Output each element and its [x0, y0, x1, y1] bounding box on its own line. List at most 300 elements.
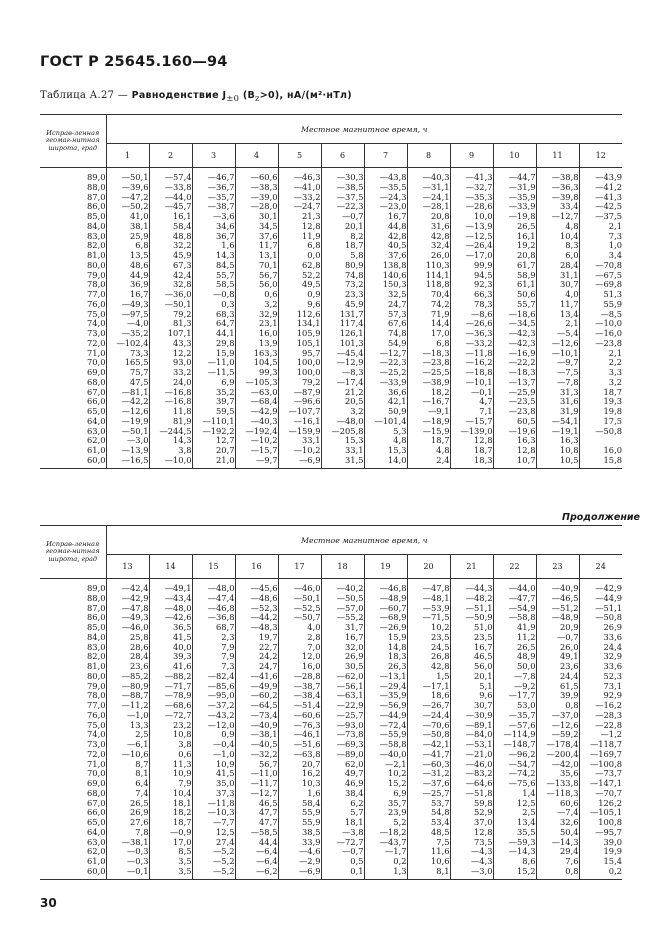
- latitude-cell: 62,0: [87, 847, 106, 857]
- value-cell: 18,6: [407, 691, 450, 701]
- value-cell: 104,5: [235, 358, 278, 368]
- value-cell: —32,7: [450, 183, 493, 193]
- value-cell: 36,9: [106, 280, 149, 290]
- latitude-cell: 86,0: [87, 613, 106, 623]
- value-cell: —82,4: [192, 672, 235, 682]
- value-cell: —12,7: [536, 212, 579, 222]
- value-cell: —25,5: [407, 368, 450, 378]
- value-cell: —11,0: [192, 358, 235, 368]
- value-cell: —71,7: [149, 682, 192, 692]
- value-cell: 3,5: [149, 867, 192, 877]
- value-cell: —60,2: [235, 691, 278, 701]
- hour-header: 17: [278, 555, 321, 579]
- value-cell: —40,2: [321, 579, 364, 594]
- latitude-cell: 60,0: [87, 455, 106, 465]
- value-cell: —53,9: [407, 604, 450, 614]
- value-cell: 46,5: [235, 799, 278, 809]
- value-cell: 49,5: [278, 280, 321, 290]
- value-cell: 45,9: [149, 251, 192, 261]
- value-cell: 6,8: [278, 241, 321, 251]
- value-cell: 28,4: [106, 652, 149, 662]
- table-row: [40, 808, 622, 818]
- latitude-cell: 85,0: [87, 212, 106, 221]
- value-cell: 20,8: [493, 251, 536, 261]
- value-cell: 59,5: [192, 407, 235, 417]
- value-cell: 6,4: [106, 779, 149, 789]
- value-cell: —38,5: [321, 183, 364, 193]
- table-row: [40, 867, 622, 877]
- value-cell: 10,9: [192, 760, 235, 770]
- hour-header: 21: [450, 555, 493, 579]
- value-cell: —56,1: [321, 682, 364, 692]
- value-cell: —3,6: [192, 212, 235, 222]
- value-cell: 6,9: [192, 378, 235, 388]
- value-cell: 92,9: [579, 691, 622, 701]
- value-cell: 16,3: [536, 436, 579, 446]
- value-cell: 20,7: [192, 446, 235, 456]
- value-cell: —10,1: [450, 378, 493, 388]
- value-cell: 7,3: [579, 232, 622, 242]
- value-cell: —12,6: [106, 407, 149, 417]
- table-row: [40, 339, 622, 349]
- value-cell: —78,9: [149, 691, 192, 701]
- value-cell: —13,9: [450, 222, 493, 232]
- value-cell: —47,2: [106, 193, 149, 203]
- value-cell: 47,5: [106, 378, 149, 388]
- value-cell: 7,9: [192, 643, 235, 653]
- value-cell: —24,3: [364, 193, 407, 203]
- value-cell: 6,8: [407, 339, 450, 349]
- hour-header: 6: [321, 144, 364, 168]
- value-cell: 50,9: [364, 407, 407, 417]
- value-cell: 26,0: [407, 251, 450, 261]
- value-cell: 28,4: [536, 261, 579, 271]
- value-cell: —70,7: [579, 789, 622, 799]
- value-cell: 30,7: [450, 701, 493, 711]
- value-cell: 8,1: [106, 769, 149, 779]
- value-cell: —36,3: [450, 329, 493, 339]
- value-cell: 37,6: [364, 251, 407, 261]
- latitude-cell: 68,0: [87, 788, 106, 798]
- latitude-cell: 82,0: [87, 241, 106, 251]
- table-row: [40, 613, 622, 623]
- value-cell: —0,9: [149, 828, 192, 838]
- table1-body: [40, 168, 622, 469]
- value-cell: —45,4: [321, 349, 364, 359]
- value-cell: 3,2: [579, 378, 622, 388]
- value-cell: 16,1: [493, 232, 536, 242]
- value-cell: 55,9: [278, 808, 321, 818]
- value-cell: —3,0: [450, 867, 493, 877]
- value-cell: —23,5: [493, 397, 536, 407]
- value-cell: 50,0: [493, 662, 536, 672]
- value-cell: —64,6: [450, 779, 493, 789]
- value-cell: 30,5: [321, 662, 364, 672]
- value-cell: —10,2: [235, 436, 278, 446]
- value-cell: 99,9: [450, 261, 493, 271]
- value-cell: 16,7: [364, 212, 407, 222]
- value-cell: —53,1: [450, 740, 493, 750]
- value-cell: 10,4: [149, 789, 192, 799]
- value-cell: —46,0: [450, 760, 493, 770]
- value-cell: 24,7: [364, 300, 407, 310]
- table-row: [40, 241, 622, 251]
- value-cell: 7,3: [192, 662, 235, 672]
- value-cell: 24,4: [536, 672, 579, 682]
- value-cell: 165,5: [106, 358, 149, 368]
- value-cell: 4,8: [536, 222, 579, 232]
- value-cell: 42,4: [149, 271, 192, 281]
- value-cell: —37,6: [407, 779, 450, 789]
- value-cell: 27,6: [106, 818, 149, 828]
- value-cell: 70,4: [407, 290, 450, 300]
- value-cell: —48,9: [536, 613, 579, 623]
- value-cell: —178,4: [536, 740, 579, 750]
- value-cell: —6,4: [235, 857, 278, 867]
- latitude-cell: 86,0: [87, 202, 106, 212]
- value-cell: 61,5: [536, 682, 579, 692]
- value-cell: —16,9: [493, 349, 536, 359]
- value-cell: —6,1: [106, 740, 149, 750]
- value-cell: —37,2: [192, 701, 235, 711]
- value-cell: 18,7: [321, 241, 364, 251]
- value-cell: 42,8: [407, 232, 450, 242]
- value-cell: —0,7: [321, 847, 364, 857]
- value-cell: —11,5: [192, 368, 235, 378]
- latitude-cell: 84,0: [87, 221, 106, 231]
- value-cell: 2,5: [493, 808, 536, 818]
- value-cell: —147,1: [579, 779, 622, 789]
- value-cell: 19,3: [579, 397, 622, 407]
- value-cell: 61,1: [493, 280, 536, 290]
- value-cell: 105,1: [278, 339, 321, 349]
- value-cell: —139,0: [450, 427, 493, 437]
- value-cell: 67,6: [364, 319, 407, 329]
- value-cell: —7,8: [536, 378, 579, 388]
- value-cell: —83,2: [450, 769, 493, 779]
- value-cell: 7,0: [278, 643, 321, 653]
- hour-header: 11: [536, 144, 579, 168]
- value-cell: 25,9: [106, 232, 149, 242]
- value-cell: —18,3: [493, 368, 536, 378]
- value-cell: 112,6: [278, 310, 321, 320]
- value-cell: —28,1: [407, 202, 450, 212]
- value-cell: 27,4: [192, 838, 235, 848]
- value-cell: 81,9: [149, 417, 192, 427]
- value-cell: —70,8: [579, 261, 622, 271]
- caption-tail: >0), нА/(м²·нТл): [259, 90, 352, 101]
- value-cell: —7,7: [192, 818, 235, 828]
- value-cell: —35,9: [364, 691, 407, 701]
- table-row: [40, 740, 622, 750]
- value-cell: —42,3: [493, 329, 536, 339]
- value-cell: 12,5: [192, 828, 235, 838]
- value-cell: —12,6: [536, 339, 579, 349]
- value-cell: —44,0: [149, 193, 192, 203]
- value-cell: —70,6: [407, 721, 450, 731]
- hour-header: 19: [364, 555, 407, 579]
- hour-header: 5: [278, 144, 321, 168]
- value-cell: 46,5: [450, 652, 493, 662]
- value-cell: 80,9: [321, 261, 364, 271]
- value-cell: 26,9: [579, 623, 622, 633]
- value-cell: 0,8: [536, 701, 579, 711]
- value-cell: 14,3: [192, 251, 235, 261]
- latitude-cell: 83,0: [87, 642, 106, 652]
- value-cell: —6,2: [235, 867, 278, 877]
- value-cell: —48,6: [235, 594, 278, 604]
- value-cell: —50,1: [106, 427, 149, 437]
- value-cell: —73,4: [235, 711, 278, 721]
- value-cell: 126,2: [579, 799, 622, 809]
- caption-sub: ±0: [226, 93, 240, 103]
- latitude-cell: 74,0: [87, 730, 106, 740]
- value-cell: —50,5: [321, 594, 364, 604]
- value-cell: 54,8: [407, 808, 450, 818]
- value-cell: —16,7: [407, 397, 450, 407]
- value-cell: 1,5: [407, 672, 450, 682]
- value-cell: —35,2: [106, 329, 149, 339]
- value-cell: —9,2: [493, 682, 536, 692]
- value-cell: 31,6: [407, 222, 450, 232]
- value-cell: —76,3: [278, 721, 321, 731]
- table-row: [40, 358, 622, 368]
- value-cell: —62,0: [321, 672, 364, 682]
- value-cell: —6,9: [278, 456, 321, 466]
- value-cell: —7,5: [536, 368, 579, 378]
- table-row: [40, 202, 622, 212]
- value-cell: —18,6: [493, 310, 536, 320]
- value-cell: —51,2: [536, 604, 579, 614]
- value-cell: —244,5: [149, 427, 192, 437]
- value-cell: —74,2: [493, 769, 536, 779]
- value-cell: —48,0: [149, 604, 192, 614]
- latitude-header: Исправ-ленная геомаг-нитная широта, град: [40, 526, 106, 579]
- value-cell: 1,4: [493, 789, 536, 799]
- value-cell: 32,5: [364, 290, 407, 300]
- value-cell: 10,7: [493, 456, 536, 466]
- value-cell: —58,5: [235, 828, 278, 838]
- value-cell: 50,6: [493, 290, 536, 300]
- value-cell: —60,6: [235, 168, 278, 183]
- value-cell: —9,7: [536, 358, 579, 368]
- hour-header: 18: [321, 555, 364, 579]
- value-cell: 74,2: [407, 300, 450, 310]
- time-header: Местное магнитное время, ч: [106, 526, 622, 555]
- value-cell: 21,2: [321, 388, 364, 398]
- value-cell: —68,4: [235, 397, 278, 407]
- value-cell: —1,7: [364, 847, 407, 857]
- value-cell: —40,9: [536, 579, 579, 594]
- value-cell: —12,5: [450, 232, 493, 242]
- value-cell: —55,9: [364, 730, 407, 740]
- value-cell: 8,6: [493, 857, 536, 867]
- value-cell: —38,8: [536, 168, 579, 183]
- value-cell: 41,5: [192, 769, 235, 779]
- value-cell: —33,2: [278, 193, 321, 203]
- value-cell: —19,1: [536, 427, 579, 437]
- value-cell: 38,1: [106, 222, 149, 232]
- hour-header: 1: [106, 144, 149, 168]
- latitude-cell: 61,0: [87, 857, 106, 866]
- value-cell: 12,8: [450, 828, 493, 838]
- value-cell: 11,2: [493, 633, 536, 643]
- value-cell: —40,3: [407, 168, 450, 183]
- value-cell: 1,6: [278, 789, 321, 799]
- value-cell: 16,3: [493, 436, 536, 446]
- value-cell: 134,1: [278, 319, 321, 329]
- value-cell: —102,4: [106, 339, 149, 349]
- value-cell: 31,9: [536, 407, 579, 417]
- value-cell: 11,8: [149, 407, 192, 417]
- value-cell: 18,3: [364, 652, 407, 662]
- value-cell: 26,3: [364, 662, 407, 672]
- value-cell: —22,3: [364, 358, 407, 368]
- value-cell: —72,7: [149, 711, 192, 721]
- value-cell: 10,3: [278, 779, 321, 789]
- value-cell: 20,8: [407, 212, 450, 222]
- value-cell: —60,3: [407, 760, 450, 770]
- latitude-cell: 66,0: [87, 397, 106, 407]
- value-cell: 14,3: [149, 436, 192, 446]
- value-cell: 17,0: [149, 838, 192, 848]
- value-cell: —1,2: [579, 730, 622, 740]
- value-cell: 41,0: [106, 212, 149, 222]
- value-cell: —57,6: [493, 721, 536, 731]
- value-cell: 20,7: [278, 760, 321, 770]
- latitude-cell: 73,0: [87, 740, 106, 749]
- value-cell: 78,3: [450, 300, 493, 310]
- value-cell: —10,0: [579, 319, 622, 329]
- value-cell: —43,4: [149, 594, 192, 604]
- value-cell: —35,7: [192, 193, 235, 203]
- value-cell: 25,8: [106, 633, 149, 643]
- value-cell: —25,2: [364, 368, 407, 378]
- value-cell: 20,5: [321, 397, 364, 407]
- value-cell: —49,9: [235, 682, 278, 692]
- hour-header: 12: [579, 144, 622, 168]
- value-cell: 4,8: [364, 436, 407, 446]
- value-cell: —43,8: [364, 168, 407, 183]
- latitude-cell: 83,0: [87, 231, 106, 241]
- value-cell: —37,5: [321, 193, 364, 203]
- latitude-cell: 60,0: [87, 866, 106, 876]
- value-cell: —0,7: [321, 212, 364, 222]
- value-cell: —5,4: [536, 329, 579, 339]
- value-cell: 0,8: [536, 867, 579, 877]
- value-cell: 52,2: [278, 271, 321, 281]
- table-row: [40, 643, 622, 653]
- value-cell: 7,8: [106, 828, 149, 838]
- table-row: [40, 193, 622, 203]
- value-cell: —32,2: [235, 750, 278, 760]
- value-cell: —38,1: [106, 838, 149, 848]
- value-cell: —18,3: [407, 349, 450, 359]
- value-cell: 42,8: [364, 232, 407, 242]
- table-row: [40, 579, 622, 594]
- value-cell: —38,7: [192, 202, 235, 212]
- value-cell: —88,2: [149, 672, 192, 682]
- value-cell: —35,7: [493, 711, 536, 721]
- value-cell: 66,3: [450, 290, 493, 300]
- value-cell: 0,9: [192, 730, 235, 740]
- value-cell: —46,5: [536, 594, 579, 604]
- value-cell: 26,9: [321, 652, 364, 662]
- value-cell: 2,8: [278, 633, 321, 643]
- value-cell: —1,0: [106, 711, 149, 721]
- value-cell: 71,9: [407, 310, 450, 320]
- value-cell: 15,2: [364, 779, 407, 789]
- value-cell: —43,9: [579, 168, 622, 183]
- value-cell: —101,4: [364, 417, 407, 427]
- value-cell: 53,4: [407, 818, 450, 828]
- value-cell: —12,6: [536, 721, 579, 731]
- value-cell: 60,6: [536, 799, 579, 809]
- value-cell: 31,7: [321, 623, 364, 633]
- value-cell: 4,8: [407, 446, 450, 456]
- value-cell: —26,6: [450, 319, 493, 329]
- value-cell: 58,9: [493, 271, 536, 281]
- value-cell: 34,5: [235, 222, 278, 232]
- value-cell: —95,0: [192, 691, 235, 701]
- value-cell: —60,7: [364, 604, 407, 614]
- value-cell: 44,4: [235, 838, 278, 848]
- value-cell: 15,4: [579, 857, 622, 867]
- value-cell: 100,8: [579, 818, 622, 828]
- value-cell: 39,9: [536, 691, 579, 701]
- value-cell: 32,8: [149, 280, 192, 290]
- value-cell: —42,6: [149, 613, 192, 623]
- value-cell: 15,9: [364, 633, 407, 643]
- value-cell: —38,3: [235, 183, 278, 193]
- value-cell: 5,2: [364, 818, 407, 828]
- value-cell: —13,1: [364, 672, 407, 682]
- table-row: [40, 407, 622, 417]
- table-row: [40, 633, 622, 643]
- value-cell: —25,9: [493, 388, 536, 398]
- value-cell: 9,6: [450, 691, 493, 701]
- value-cell: 0,2: [364, 857, 407, 867]
- value-cell: —0,3: [106, 857, 149, 867]
- value-cell: 42,8: [407, 662, 450, 672]
- value-cell: 30,1: [235, 212, 278, 222]
- value-cell: 5,7: [321, 808, 364, 818]
- value-cell: —50,8: [579, 613, 622, 623]
- value-cell: 114,1: [407, 271, 450, 281]
- table-row: [40, 417, 622, 427]
- latitude-cell: 89,0: [87, 172, 106, 182]
- value-cell: —42,1: [407, 740, 450, 750]
- value-cell: 16,1: [149, 212, 192, 222]
- value-cell: 5,3: [364, 427, 407, 437]
- hour-header: 8: [407, 144, 450, 168]
- value-cell: 5,8: [321, 251, 364, 261]
- value-cell: [579, 436, 622, 446]
- value-cell: —200,4: [536, 750, 579, 760]
- value-cell: —26,7: [407, 701, 450, 711]
- value-cell: —4,6: [278, 847, 321, 857]
- value-cell: —95,7: [579, 828, 622, 838]
- value-cell: —73,8: [321, 730, 364, 740]
- value-cell: 23,2: [149, 721, 192, 731]
- value-cell: 3,5: [149, 857, 192, 867]
- value-cell: —118,7: [579, 740, 622, 750]
- value-cell: —46,8: [364, 579, 407, 594]
- value-cell: —22,2: [493, 358, 536, 368]
- table-row: [40, 261, 622, 271]
- value-cell: —49,3: [106, 613, 149, 623]
- table-row: [40, 378, 622, 388]
